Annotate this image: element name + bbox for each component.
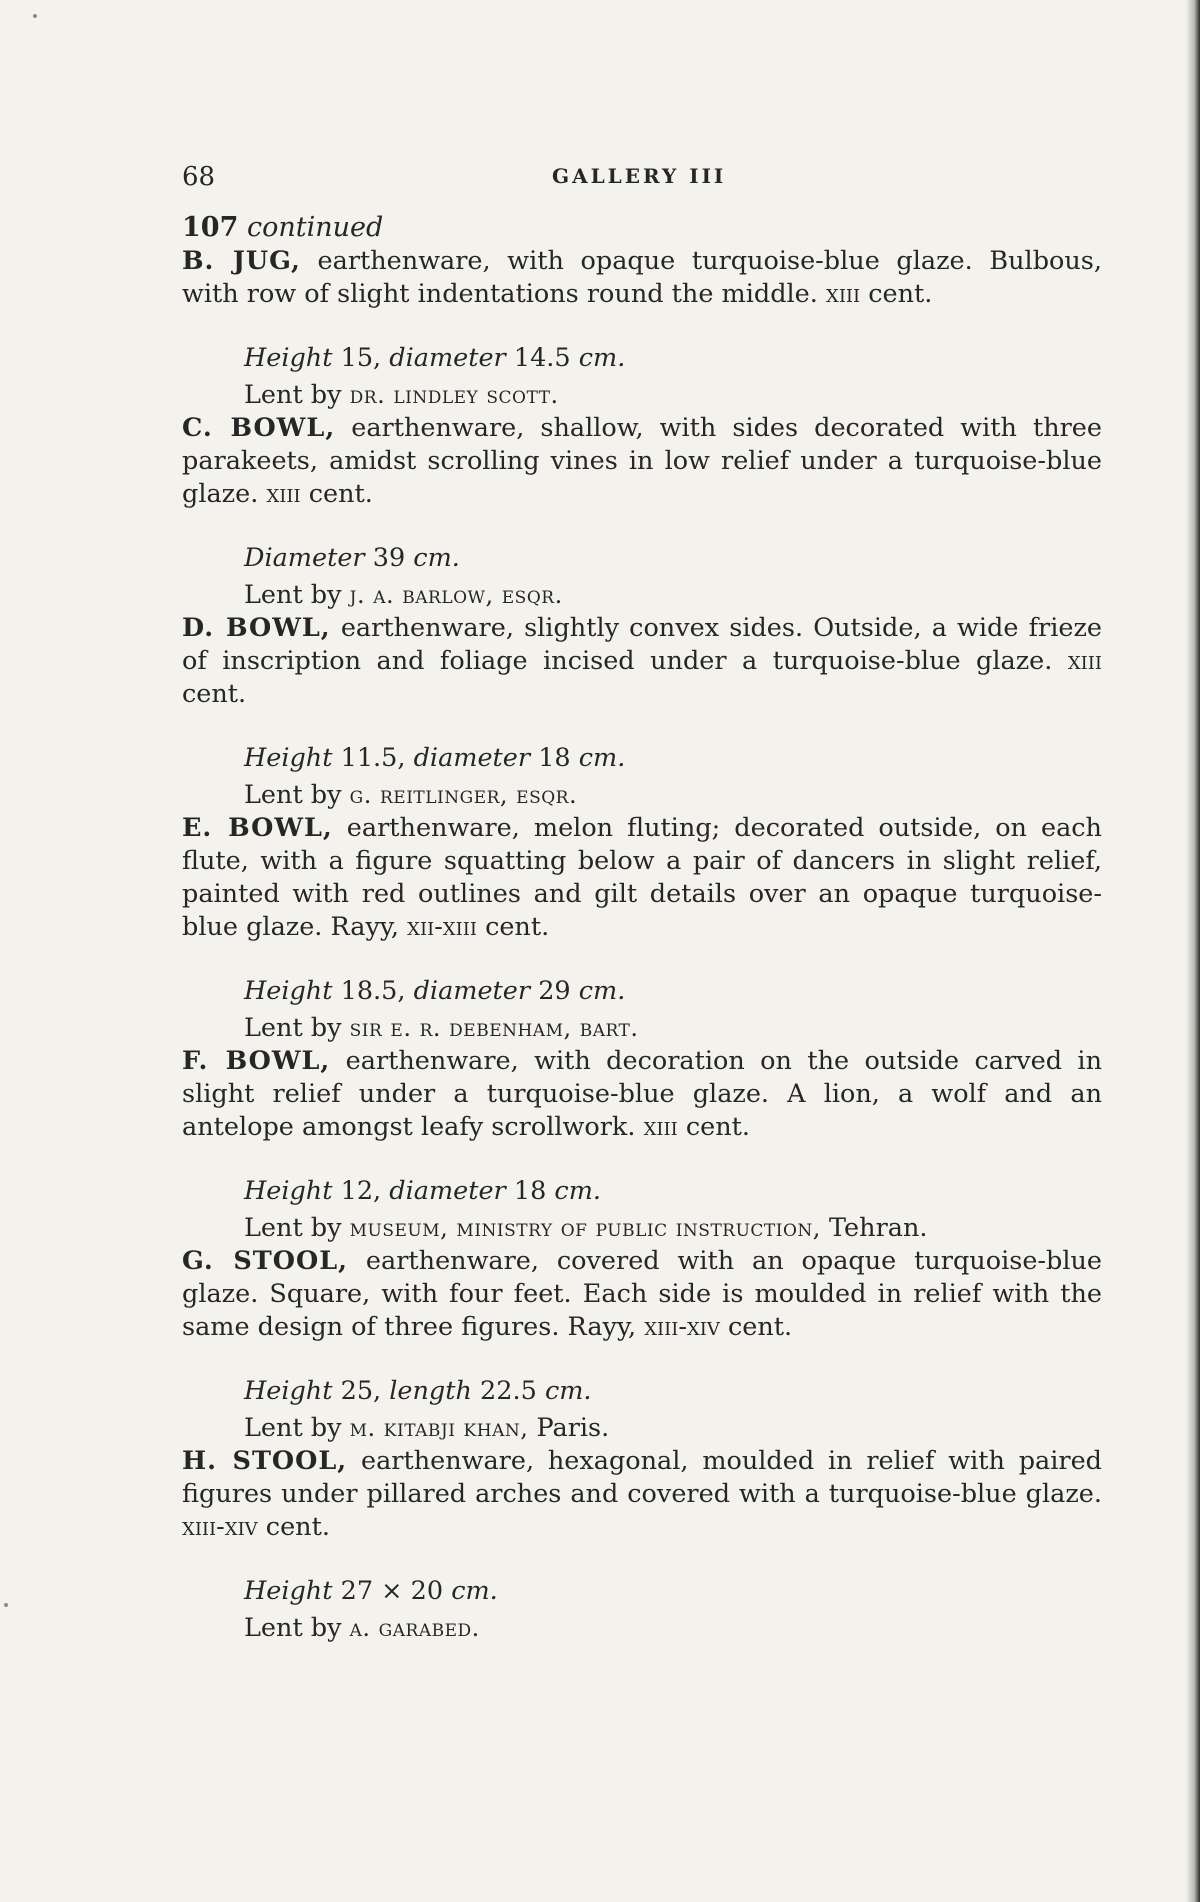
entry-measurements <box>244 542 1102 575</box>
measure-value-2: 14.5 <box>513 343 571 373</box>
measure-value-2: 22.5 <box>480 1376 537 1406</box>
measure-value-1: 27 × 20 <box>340 1576 444 1606</box>
entry-text: earthenware, with decoration on the outside carved in slight relief under a turquoise-blue glaze. A lion, a wolf and an antelope amongst leafy scrollwork. <box>182 1046 1102 1142</box>
measure-value-2: 18 <box>513 1176 547 1206</box>
entry-description <box>182 412 1102 511</box>
lender-name: m. kitabji khan, <box>349 1414 529 1442</box>
lender-prefix: Lent by <box>244 1613 342 1643</box>
entry-period-suffix: cent. <box>868 279 933 309</box>
catalogue-entry <box>182 612 1102 812</box>
catalogue-number: 107 <box>182 212 239 243</box>
lender-prefix: Lent by <box>244 1413 342 1443</box>
entry-period: xiii-xiv <box>182 1512 258 1542</box>
entry-period: xiii <box>266 479 301 509</box>
lender-prefix: Lent by <box>244 380 342 410</box>
entry-text: earthenware, hexagonal, moulded in relief with paired figures under pillared arches and covered with a turquoise-blue glaze. <box>182 1446 1102 1509</box>
measure-label-1: Height <box>244 343 333 373</box>
catalogue-entry <box>182 812 1102 1045</box>
lender-name: g. reitlinger, esqr. <box>349 781 578 809</box>
measure-label-1: Height <box>244 976 333 1006</box>
page-header <box>182 162 1102 202</box>
lender-name: sir e. r. debenham, bart. <box>349 1014 639 1042</box>
entry-description <box>182 245 1102 311</box>
measure-label-1: Height <box>244 1176 333 1206</box>
lender-prefix: Lent by <box>244 1013 342 1043</box>
lender-place: Tehran. <box>829 1213 928 1243</box>
entry-period-suffix: cent. <box>265 1512 330 1542</box>
lender-prefix: Lent by <box>244 780 342 810</box>
measure-label-2: diameter <box>413 976 531 1006</box>
entry-title: B. JUG, <box>182 246 301 276</box>
measure-unit: cm. <box>413 543 460 573</box>
entry-lender <box>244 779 1102 812</box>
entry-period: xiii-xiv <box>644 1312 720 1342</box>
lender-place: Paris. <box>536 1413 610 1443</box>
entry-title: H. STOOL, <box>182 1446 348 1476</box>
entry-measurements <box>244 742 1102 775</box>
entry-description <box>182 1245 1102 1344</box>
measure-value-1: 15, <box>340 343 382 373</box>
measure-unit: cm. <box>451 1576 498 1606</box>
running-head: GALLERY III <box>552 164 727 188</box>
entry-title: F. BOWL, <box>182 1046 331 1076</box>
entry-text: earthenware, shallow, with sides decorated with three parakeets, amidst scrolling vines in low relief under a turquoise-blue glaze. <box>182 413 1102 509</box>
lender-name: museum, ministry of public instruction, <box>349 1214 821 1242</box>
entry-period: xiii <box>826 279 861 309</box>
entry-measurements <box>244 975 1102 1008</box>
measure-unit: cm. <box>578 976 626 1006</box>
entry-text: earthenware, with opaque turquoise-blue glaze. Bulbous, with row of slight indentations round the middle. <box>182 246 1102 309</box>
entry-description <box>182 1445 1102 1544</box>
entry-measurements <box>244 342 1102 375</box>
lender-prefix: Lent by <box>244 1213 342 1243</box>
entry-title: G. STOOL, <box>182 1246 349 1276</box>
measure-label-2: diameter <box>389 1176 506 1206</box>
measure-label-2: diameter <box>413 743 531 773</box>
lender-name: a. garabed. <box>349 1614 480 1642</box>
entry-lender <box>244 1012 1102 1045</box>
measure-value-1: 12, <box>340 1176 382 1206</box>
entry-lender <box>244 379 1102 412</box>
entry-period-suffix: cent. <box>308 479 373 509</box>
measure-value-1: 11.5, <box>340 743 406 773</box>
entry-title: D. BOWL, <box>182 613 331 643</box>
measure-value-2: 29 <box>538 976 571 1006</box>
catalogue-entry <box>182 1245 1102 1445</box>
measure-label-2: diameter <box>389 343 506 373</box>
measure-unit: cm. <box>554 1176 601 1206</box>
measure-label-1: Height <box>244 743 333 773</box>
catalogue-entry <box>182 1445 1102 1645</box>
paper-speck <box>4 1603 8 1607</box>
entry-period-suffix: cent. <box>182 679 247 709</box>
measure-value-2: 18 <box>538 743 571 773</box>
entry-period: xiii <box>1067 646 1102 676</box>
entry-lender <box>244 1212 1102 1245</box>
entry-period-suffix: cent. <box>685 1112 750 1142</box>
entry-title: E. BOWL, <box>182 813 333 843</box>
continued-heading <box>182 212 1102 243</box>
entry-lender <box>244 1412 1102 1445</box>
page-edge-shadow <box>1186 0 1200 1902</box>
measure-label-2: length <box>389 1376 472 1406</box>
lender-name: dr. lindley scott. <box>349 381 559 409</box>
measure-unit: cm. <box>578 343 626 373</box>
entry-period: xiii <box>643 1112 678 1142</box>
lender-name: j. a. barlow, esqr. <box>349 581 563 609</box>
entry-description <box>182 612 1102 711</box>
page-body <box>182 162 1102 1645</box>
entry-period-suffix: cent. <box>727 1312 793 1342</box>
entry-measurements <box>244 1175 1102 1208</box>
measure-label-1: Height <box>244 1576 333 1606</box>
catalogue-entry <box>182 1045 1102 1245</box>
page-number: 68 <box>182 162 216 192</box>
entry-period-suffix: cent. <box>485 912 550 942</box>
lender-prefix: Lent by <box>244 580 342 610</box>
entry-title: C. BOWL, <box>182 413 336 443</box>
measure-value-1: 25, <box>340 1376 382 1406</box>
catalogue-entries <box>182 245 1102 1645</box>
entry-lender <box>244 1612 1102 1645</box>
entry-period: xii-xiii <box>407 912 477 942</box>
measure-value-1: 39 <box>372 543 406 573</box>
catalogue-entry <box>182 412 1102 612</box>
entry-lender <box>244 579 1102 612</box>
measure-label-1: Height <box>244 1376 333 1406</box>
measure-value-1: 18.5, <box>340 976 406 1006</box>
measure-unit: cm. <box>544 1376 592 1406</box>
entry-text: earthenware, covered with an opaque turquoise-blue glaze. Square, with four feet. Each side is moulded in relief with the same design of three figures. Rayy, <box>182 1246 1103 1342</box>
entry-description <box>182 1045 1102 1144</box>
entry-text: earthenware, melon fluting; decorated outside, on each flute, with a figure squatting below a pair of dancers in slight relief, painted with red outlines and gilt details over an opaque turquoise-blue glaze. Rayy, <box>182 813 1102 942</box>
entry-text: earthenware, slightly convex sides. Outside, a wide frieze of inscription and foliage incised under a turquoise-blue glaze. <box>182 613 1102 676</box>
catalogue-entry <box>182 245 1102 412</box>
entry-measurements <box>244 1375 1102 1408</box>
measure-unit: cm. <box>578 743 626 773</box>
entry-measurements <box>244 1575 1102 1608</box>
paper-speck <box>33 14 37 18</box>
entry-description <box>182 812 1102 944</box>
continued-word: continued <box>246 212 384 243</box>
measure-label-1: Diameter <box>244 543 365 573</box>
